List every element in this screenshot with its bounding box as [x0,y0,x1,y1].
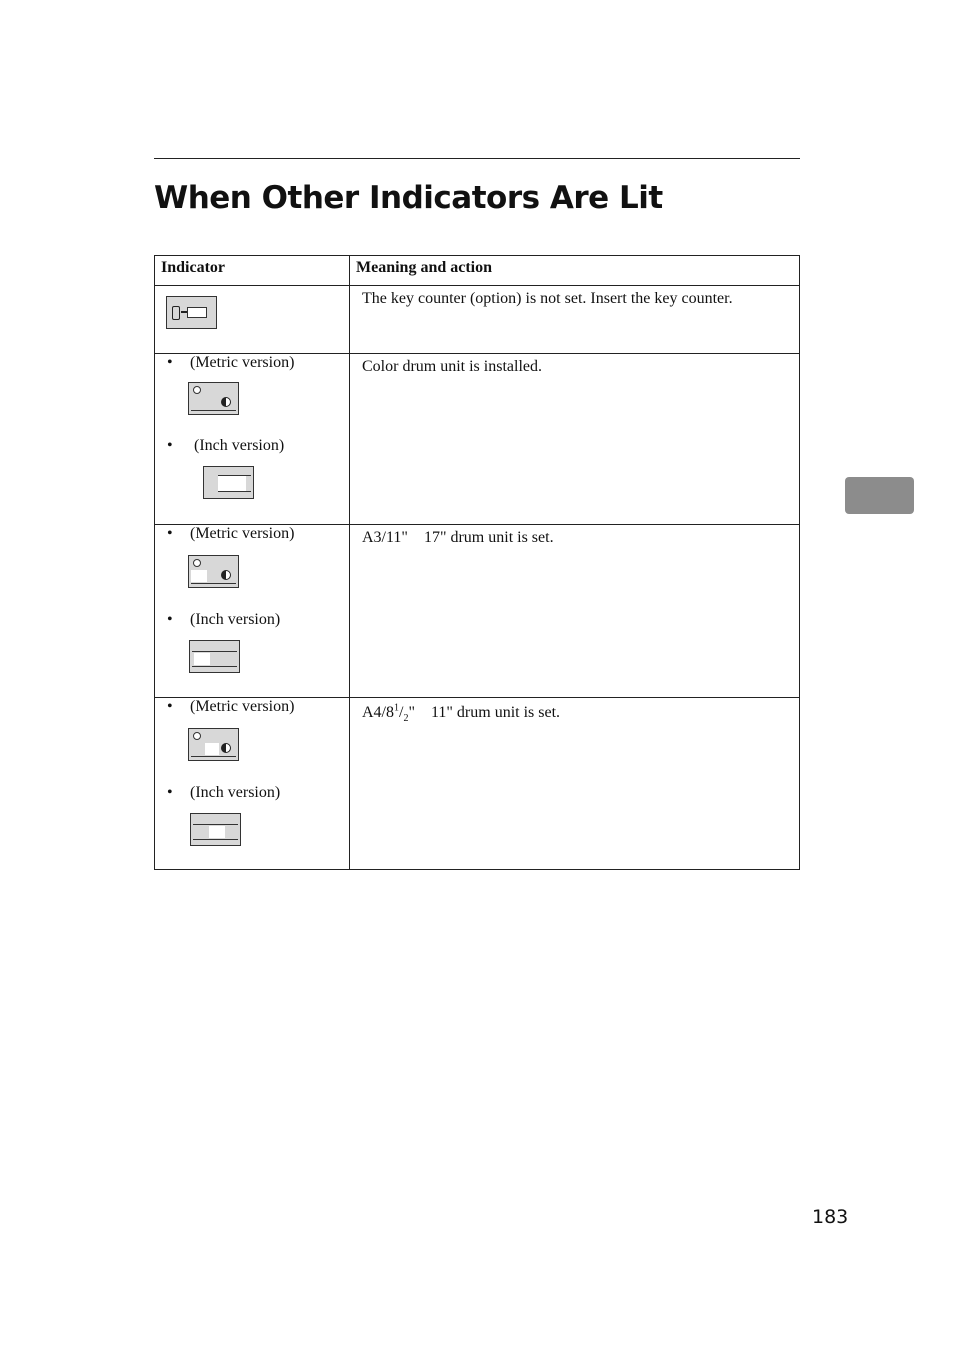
list-item [167,611,280,629]
meaning-cell [350,698,800,870]
table-row [155,525,800,698]
header-indicator: Indicator [155,256,350,286]
meaning-cell [350,286,800,354]
indicator-cell [155,698,350,870]
metric-version-label: (Metric version) [190,525,295,542]
inch-11x17-drum-icon [189,640,240,673]
header-meaning: Meaning and action [350,256,800,286]
meaning-cell [350,354,800,525]
page-number: 183 [812,1206,849,1228]
list-item [167,437,284,455]
fraction-slash: / [399,704,404,721]
fraction-denominator: 2 [403,713,409,725]
meaning-text: A3/11" 17" drum unit is set. [362,529,554,546]
meaning-text [362,702,787,724]
metric-a4-drum-icon [188,728,239,761]
meaning-suffix: " 11" drum unit is set. [408,704,561,721]
inch-version-label: (Inch version) [190,784,281,801]
table-header-row [155,256,800,286]
meaning-text: The key counter (option) is not set. Insert the key counter. [362,290,733,307]
metric-version-label: (Metric version) [190,354,295,371]
page-title: When Other Indicators Are Lit [154,180,663,216]
list-item [167,784,280,802]
top-rule [154,158,800,159]
meaning-cell [350,525,800,698]
meaning-text: Color drum unit is installed. [362,358,542,375]
indicator-cell [155,354,350,525]
metric-a3-drum-icon [188,555,239,588]
inch-version-label: (Inch version) [194,437,285,454]
indicator-cell [155,286,350,354]
metric-version-label: (Metric version) [190,698,295,715]
list-item [167,354,294,372]
metric-color-drum-icon [188,382,239,415]
table-row [155,698,800,870]
chapter-tab-marker [845,477,914,514]
inch-version-label: (Inch version) [190,611,281,628]
inch-color-drum-icon [203,466,254,499]
key-counter-icon [166,296,217,329]
fraction-numerator: 1 [394,702,399,714]
table-row [155,354,800,525]
inch-letter-drum-icon [190,813,241,846]
meaning-prefix: A4/8 [362,704,394,721]
indicator-cell [155,525,350,698]
list-item [167,525,294,543]
table-row [155,286,800,354]
indicator-table [154,255,800,870]
list-item [167,698,294,716]
